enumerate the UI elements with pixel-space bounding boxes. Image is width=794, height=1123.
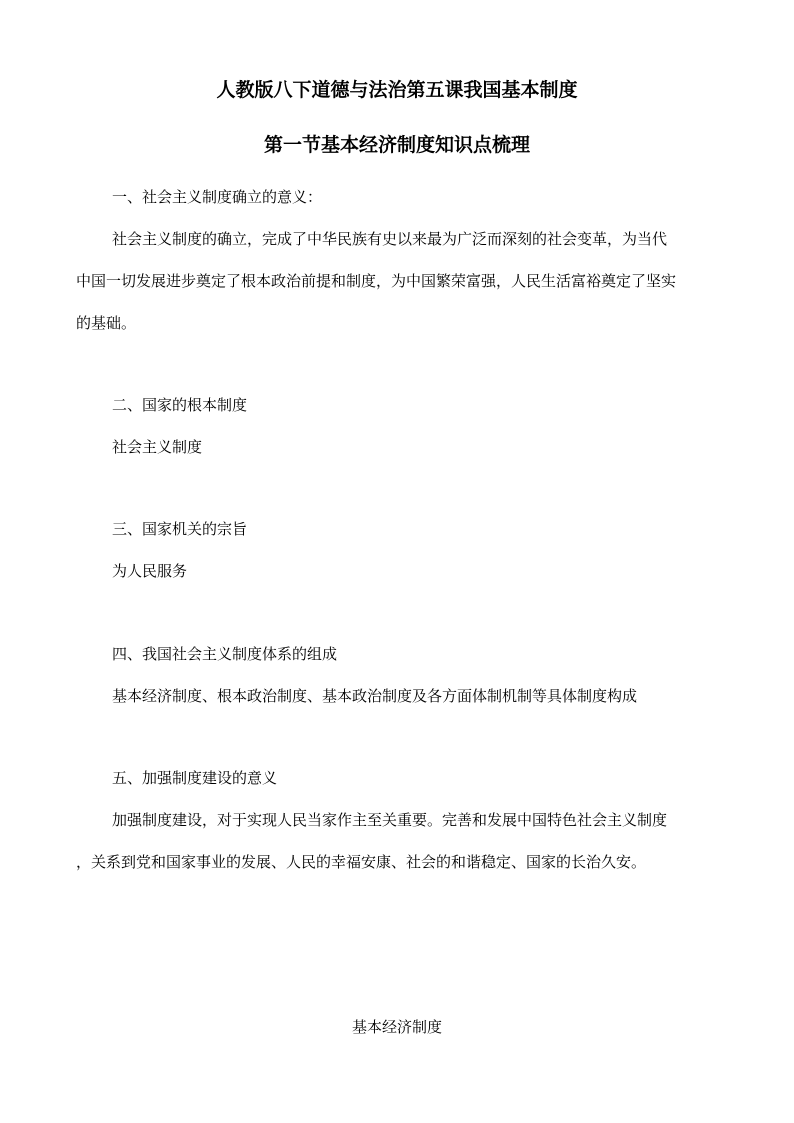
document-subtitle: 第一节基本经济制度知识点梳理 bbox=[263, 134, 530, 156]
section-heading-5: 五、加强制度建设的意义 bbox=[112, 769, 278, 787]
section-3-body-line-1: 为人民服务 bbox=[112, 562, 188, 580]
page-footer: 基本经济制度 bbox=[351, 1018, 442, 1036]
section-1-body-line-2: 中国一切发展进步奠定了根本政治前提和制度，为中国繁荣富强，人民生活富裕奠定了坚实 bbox=[76, 272, 677, 290]
section-1-body-line-1: 社会主义制度的确立，完成了中华民族有史以来最为广泛而深刻的社会变革，为当代 bbox=[112, 230, 668, 248]
section-heading-3: 三、国家机关的宗旨 bbox=[112, 520, 248, 538]
section-heading-4: 四、我国社会主义制度体系的组成 bbox=[112, 645, 338, 663]
section-2-body-line-1: 社会主义制度 bbox=[112, 438, 203, 456]
section-5-body-line-2: ，关系到党和国家事业的发展、人民的幸福安康、社会的和谐稳定、国家的长治久安。 bbox=[76, 853, 647, 871]
section-4-body-line-1: 基本经济制度、根本政治制度、基本政治制度及各方面体制机制等具体制度构成 bbox=[112, 687, 638, 705]
section-heading-1: 一、社会主义制度确立的意义： bbox=[112, 188, 323, 206]
document-title: 人教版八下道德与法治第五课我国基本制度 bbox=[216, 79, 578, 101]
section-5-body-line-1: 加强制度建设，对于实现人民当家作主至关重要。完善和发展中国特色社会主义制度 bbox=[112, 811, 668, 829]
section-heading-2: 二、国家的根本制度 bbox=[112, 396, 248, 414]
section-1-body-line-3: 的基础。 bbox=[76, 314, 137, 332]
